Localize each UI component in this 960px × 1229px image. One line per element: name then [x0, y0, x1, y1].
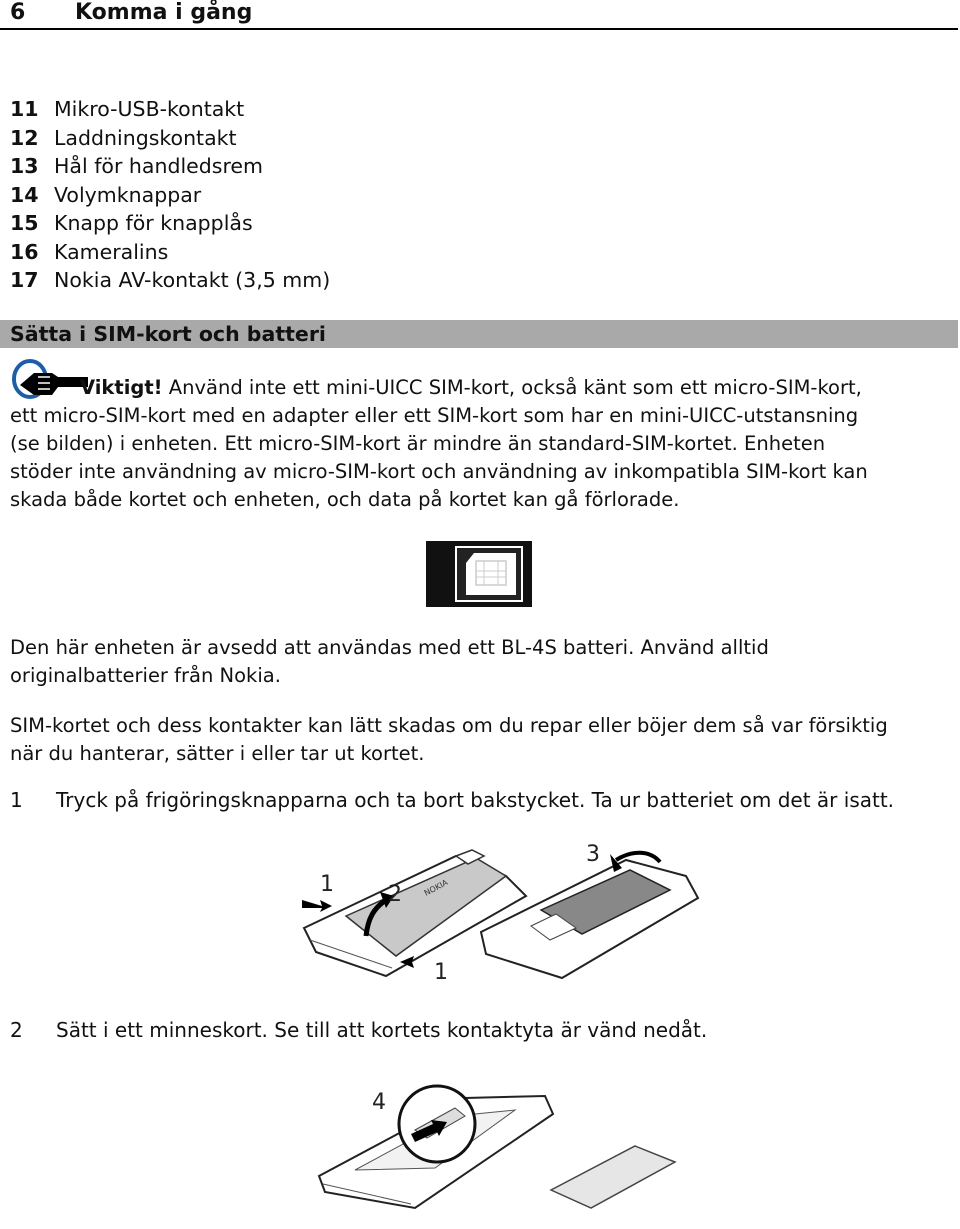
figure-label: 1	[434, 960, 448, 985]
list-item	[10, 238, 330, 267]
step-number: 2	[10, 1018, 23, 1042]
item-label: Nokia AV-kontakt (3,5 mm)	[54, 268, 331, 292]
nokia-logo-text: NOKIA	[422, 877, 450, 898]
battery-note-line-2: originalbatterier från Nokia.	[10, 664, 281, 687]
list-item	[10, 181, 330, 210]
important-hand-icon	[12, 355, 90, 401]
header-rule	[0, 28, 958, 30]
important-line-4: stöder inte användning av micro-SIM-kort och användning av inkompatibla SIM-kort kan	[10, 460, 868, 483]
item-number: 11	[10, 97, 39, 121]
battery-note-line-1: Den här enheten är avsedd att användas med ett BL-4S batteri. Använd alltid	[10, 636, 769, 659]
list-item	[10, 152, 330, 181]
item-number: 15	[10, 211, 39, 235]
item-label: Kameralins	[54, 239, 169, 264]
figure-label: 2	[388, 882, 402, 907]
section-title: Sätta i SIM-kort och batteri	[10, 322, 326, 346]
figure-label: 4	[372, 1090, 386, 1115]
page-number: 6	[10, 0, 26, 25]
sim-note-line-2: när du hanterar, sätter i eller tar ut kortet.	[10, 742, 425, 765]
important-line-5: skada både kortet och enheten, och data på kortet kan gå förlorade.	[10, 488, 680, 511]
item-number: 12	[10, 125, 39, 150]
item-label: Hål för handledsrem	[54, 154, 264, 178]
important-line-3: (se bilden) i enheten. Ett micro-SIM-kort är mindre än standard-SIM-kortet. Enheten	[10, 432, 826, 455]
insert-memory-card-illustration	[315, 1080, 685, 1225]
item-number: 17	[10, 268, 39, 292]
figure-label: 1	[320, 872, 334, 897]
list-item	[10, 95, 330, 124]
important-line-1	[80, 374, 862, 403]
important-text: Använd inte ett mini-UICC SIM-kort, också känt som ett micro-SIM-kort,	[162, 376, 862, 399]
parts-list	[10, 95, 330, 295]
important-line-2: ett micro-SIM-kort med en adapter eller ett SIM-kort som har en mini-UICC-utstansning	[10, 404, 859, 427]
figure-label: 3	[586, 842, 600, 867]
item-label: Knapp för knapplås	[54, 211, 253, 235]
item-label: Mikro-USB-kontakt	[54, 97, 245, 121]
important-label: Viktigt!	[80, 376, 163, 399]
sim-note-line-1: SIM-kortet och dess kontakter kan lätt skadas om du repar eller böjer dem så var försiktig	[10, 714, 888, 737]
list-item	[10, 266, 330, 295]
item-number: 13	[10, 154, 39, 178]
item-number: 16	[10, 239, 39, 264]
step-number: 1	[10, 788, 23, 812]
step-text: Sätt i ett minneskort. Se till att kortets kontaktyta är vänd nedåt.	[56, 1018, 708, 1042]
step-text: Tryck på frigöringsknapparna och ta bort bakstycket. Ta ur batteriet om det är isatt.	[56, 788, 895, 812]
mini-uicc-sim-image	[426, 541, 532, 607]
remove-back-cover-illustration	[296, 836, 706, 988]
list-item	[10, 209, 330, 238]
item-number: 14	[10, 182, 39, 207]
chapter-title: Komma i gång	[75, 0, 253, 25]
item-label: Volymknappar	[54, 182, 202, 207]
list-item	[10, 124, 330, 153]
item-label: Laddningskontakt	[54, 125, 237, 150]
